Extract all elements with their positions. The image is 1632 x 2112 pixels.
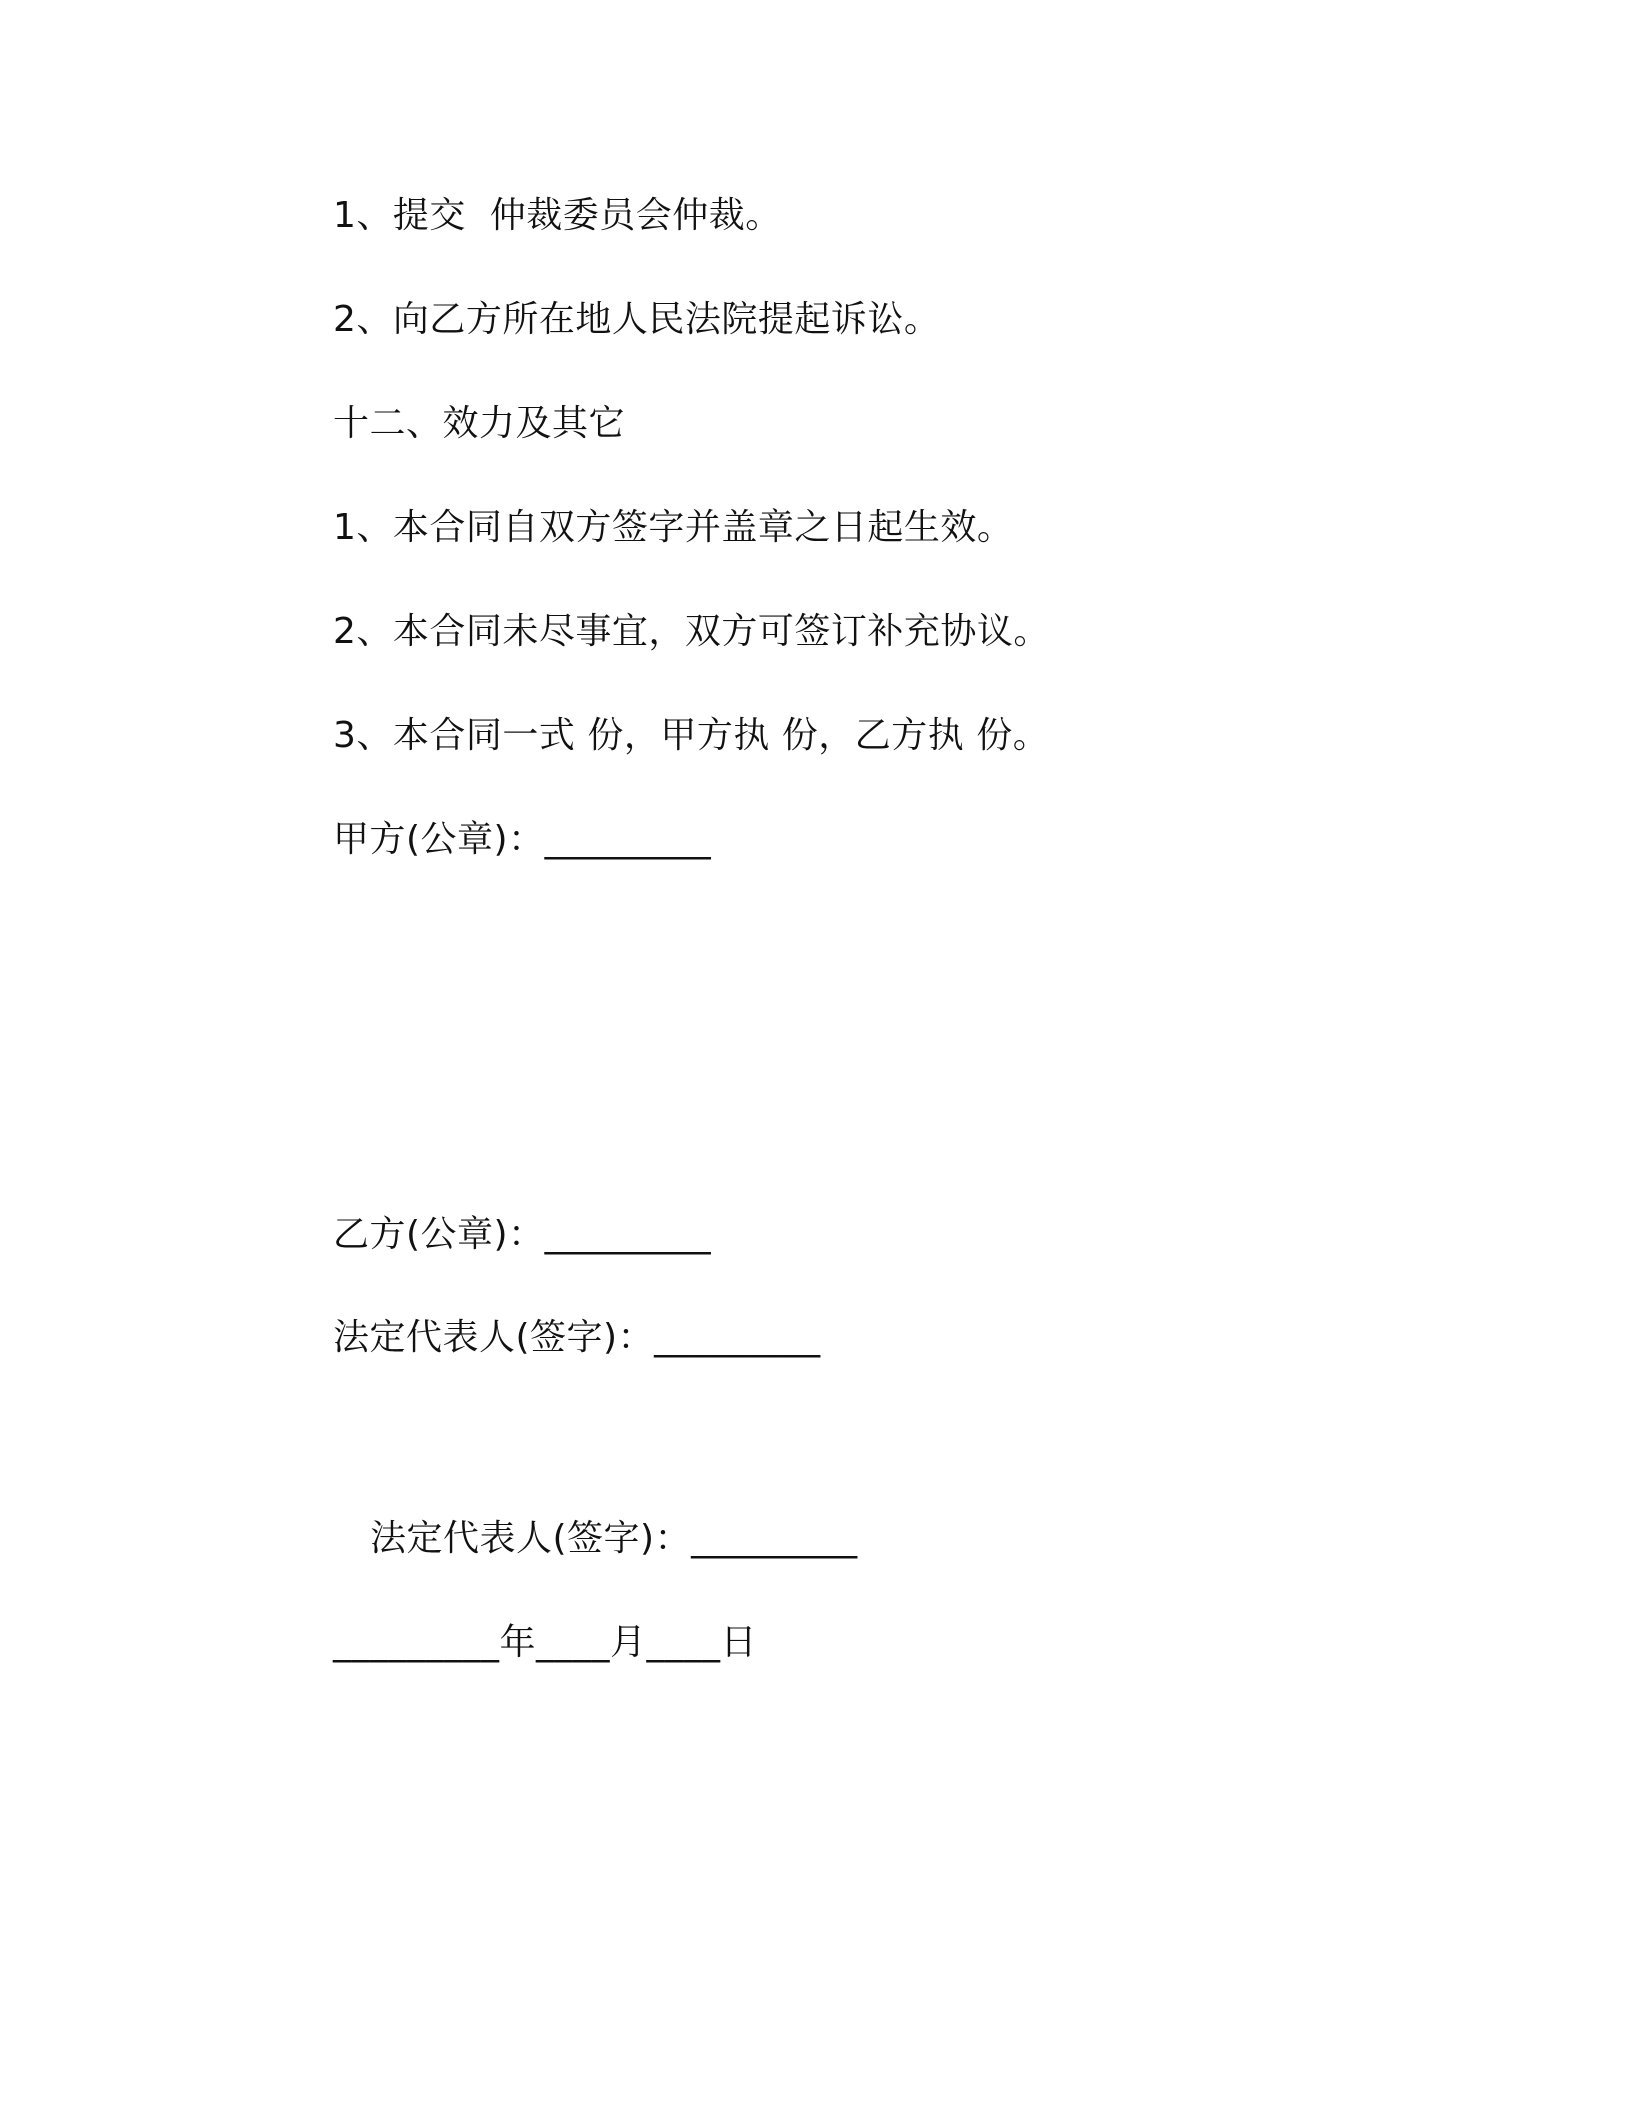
legal-representative-signature-line: 法定代表人(签字)：_________ — [333, 1317, 821, 1358]
section-heading-validity: 十二、效力及其它 — [333, 403, 626, 444]
clause-arbitration: 1、提交 仲裁委员会仲裁。 — [333, 195, 782, 236]
party-b-seal-line: 乙方(公章)：_________ — [333, 1214, 712, 1255]
clause-supplement: 2、本合同未尽事宜，双方可签订补充协议。 — [333, 611, 1050, 652]
clause-litigation: 2、向乙方所在地人民法院提起诉讼。 — [333, 299, 941, 340]
clause-effective: 1、本合同自双方签字并盖章之日起生效。 — [333, 507, 1014, 548]
date-line: _________年____月____日 — [333, 1622, 757, 1663]
clause-copies: 3、本合同一式 份，甲方执 份，乙方执 份。 — [333, 715, 1050, 756]
legal-representative-signature-line-2: 法定代表人(签字)：_________ — [370, 1518, 858, 1559]
party-a-seal-line: 甲方(公章)：_________ — [333, 819, 712, 860]
